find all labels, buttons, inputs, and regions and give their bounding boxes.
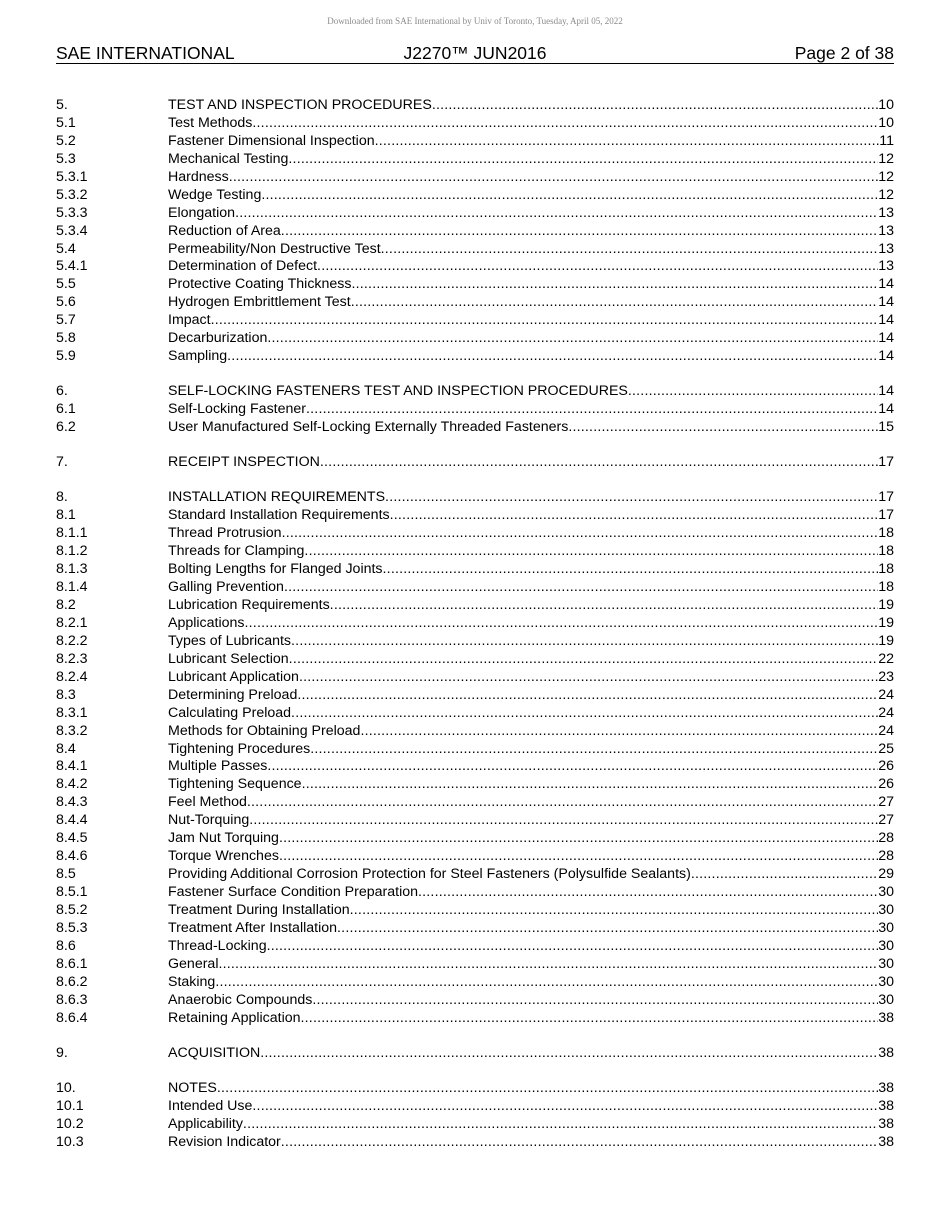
toc-entry[interactable] [56,258,894,276]
toc-dot-leader [418,884,878,902]
toc-dot-leader [330,597,879,615]
toc-dot-leader [243,1116,878,1134]
toc-entry-number: 8.6.4 [56,1009,88,1026]
toc-entry-page: 38 [878,1097,894,1114]
toc-entry[interactable] [56,561,894,579]
toc-entry-title: Threads for Clamping [168,543,305,560]
toc-entry[interactable] [56,866,894,884]
toc-entry-title: Providing Additional Corrosion Protection for Steel Fasteners (Polysulfide Sealants) [168,866,691,883]
toc-entry[interactable] [56,330,894,348]
toc-entry-page: 12 [878,168,894,185]
toc-dot-leader [267,330,878,348]
toc-entry[interactable] [56,1045,894,1063]
toc-entry-number: 5.2 [56,132,76,149]
toc-entry-number: 5.1 [56,114,76,131]
toc-entry[interactable] [56,223,894,241]
toc-entry-title: Hydrogen Embrittlement Test [168,294,351,311]
toc-entry-page: 24 [878,722,894,739]
toc-entry[interactable] [56,920,894,938]
toc-entry-number: 8.6 [56,937,76,954]
toc-dot-leader [291,705,878,723]
toc-entry-number: 8.4.6 [56,848,88,865]
toc-entry-page: 38 [878,1133,894,1150]
toc-entry-title: User Manufactured Self-Locking Externally Threaded Fasteners [168,419,569,436]
toc-entry[interactable] [56,974,894,992]
toc-dot-leader [383,561,879,579]
toc-entry-title: Fastener Dimensional Inspection [168,132,375,149]
toc-entry[interactable] [56,1080,894,1098]
toc-entry[interactable] [56,705,894,723]
toc-entry-number: 6.1 [56,401,76,418]
toc-entry-page: 30 [878,991,894,1008]
toc-entry[interactable] [56,1116,894,1134]
toc-dot-leader [291,633,878,651]
toc-entry-page: 19 [878,597,894,613]
toc-entry-title: Feel Method [168,794,247,811]
toc-entry[interactable] [56,241,894,259]
toc-entry-number: 8.2.1 [56,614,88,631]
toc-entry[interactable] [56,151,894,169]
toc-entry-title: General [168,955,219,972]
toc-dot-leader [337,920,878,938]
toc-entry-page: 30 [878,919,894,936]
toc-entry-page: 10 [878,114,894,131]
toc-dot-leader [211,312,879,330]
toc-dot-leader [375,133,880,151]
toc-entry-title: Mechanical Testing [168,150,289,167]
toc-entry-page: 28 [878,848,894,865]
toc-entry-number: 8.4.1 [56,758,88,775]
toc-entry-number: 8.4.5 [56,830,88,847]
toc-dot-leader [350,902,879,920]
toc-dot-leader [260,1045,878,1063]
toc-entry-title: Hardness [168,168,229,185]
toc-entry-title: Intended Use [168,1097,253,1114]
toc-entry-number: 8.1.2 [56,543,88,560]
toc-dot-leader [691,866,878,884]
toc-entry-number: 8.6.3 [56,991,88,1008]
toc-entry[interactable] [56,758,894,776]
toc-entry-title: Calculating Preload [168,704,292,721]
toc-entry-page: 13 [878,258,894,275]
download-watermark: Downloaded from SAE International by Univ of Toronto, Tuesday, April 05, 2022 [327,16,623,26]
toc-section-group [56,1045,894,1063]
toc-entry-page: 18 [878,525,894,542]
toc-section-group [56,97,894,366]
toc-section-group [56,454,894,472]
toc-entry-page: 30 [878,901,894,918]
toc-dot-leader [252,1098,878,1116]
toc-entry-page: 14 [878,383,894,400]
toc-entry-number: 7. [56,454,68,471]
toc-dot-leader [281,1134,878,1152]
toc-entry-number: 10.2 [56,1115,84,1132]
toc-entry[interactable] [56,992,894,1010]
toc-entry-page: 18 [878,579,894,596]
header-document-id: J2270™ JUN2016 [403,43,547,63]
toc-entry-page: 13 [878,240,894,257]
toc-dot-leader [229,169,878,187]
header-organization: SAE INTERNATIONAL [56,43,235,63]
toc-entry[interactable] [56,294,894,312]
toc-entry-title: Determination of Defect [168,258,318,275]
toc-entry-number: 5.9 [56,348,76,365]
toc-entry-title: Treatment After Installation [168,919,338,936]
toc-entry-page: 15 [878,419,894,436]
toc-entry-page: 29 [878,866,894,883]
toc-entry-number: 5.4.1 [56,258,88,275]
toc-dot-leader [252,115,878,133]
toc-entry[interactable] [56,133,894,151]
toc-entry-number: 5.3.2 [56,186,88,203]
toc-dot-leader [628,383,878,401]
toc-entry-page: 18 [878,543,894,560]
toc-entry[interactable] [56,169,894,187]
toc-entry-page: 17 [878,454,894,471]
toc-dot-leader [390,507,879,525]
toc-entry-page: 28 [878,830,894,847]
toc-entry-number: 6.2 [56,419,76,436]
toc-entry-page: 18 [878,561,894,578]
toc-entry-page: 22 [878,650,894,667]
toc-entry[interactable] [56,97,894,115]
toc-dot-leader [432,97,878,115]
toc-entry-page: 38 [878,1044,894,1061]
toc-entry-number: 5.3 [56,150,76,167]
toc-dot-leader [299,669,878,687]
toc-entry-title: NOTES [168,1079,217,1096]
toc-entry[interactable] [56,507,894,525]
toc-entry-page: 24 [878,686,894,703]
toc-entry-number: 8.6.1 [56,955,88,972]
toc-entry-title: Jam Nut Torquing [168,830,279,847]
toc-entry-number: 5.8 [56,330,76,347]
toc-entry-number: 8.1.1 [56,525,88,542]
toc-dot-leader [249,812,878,830]
toc-entry-number: 8.3.2 [56,722,88,739]
toc-entry[interactable] [56,525,894,543]
toc-entry-title: Protective Coating Thickness [168,276,352,293]
toc-entry-number: 8.5 [56,866,76,883]
toc-entry-title: Tightening Procedures [168,740,311,757]
toc-entry[interactable] [56,489,894,507]
toc-entry[interactable] [56,687,894,705]
toc-entry-title: Types of Lubricants [168,632,292,649]
toc-dot-leader [281,223,878,241]
toc-dot-leader [215,974,878,992]
toc-entry-page: 14 [878,312,894,329]
toc-dot-leader [218,956,878,974]
toc-entry-page: 38 [878,1079,894,1096]
toc-dot-leader [279,830,878,848]
toc-entry-title: Permeability/Non Destructive Test [168,240,381,257]
toc-entry-number: 8.3 [56,686,76,703]
toc-entry-title: Treatment During Installation [168,901,350,918]
toc-entry[interactable] [56,597,894,615]
toc-entry-page: 23 [878,668,894,685]
toc-dot-leader [279,848,878,866]
toc-dot-leader [245,615,879,633]
toc-entry-number: 5.6 [56,294,76,311]
toc-dot-leader [267,938,879,956]
toc-dot-leader [261,187,878,205]
toc-entry-number: 10. [56,1079,76,1096]
toc-entry[interactable] [56,812,894,830]
toc-entry-title: Reduction of Area [168,222,281,239]
toc-dot-leader [351,276,878,294]
toc-entry[interactable] [56,956,894,974]
toc-entry-page: 13 [878,204,894,221]
toc-entry-number: 8.6.2 [56,973,88,990]
toc-entry-number: 6. [56,383,68,400]
toc-entry[interactable] [56,276,894,294]
toc-entry[interactable] [56,419,894,437]
toc-entry-title: Determining Preload [168,686,298,703]
toc-entry[interactable] [56,633,894,651]
toc-dot-leader [320,454,878,472]
toc-dot-leader [360,723,878,741]
toc-entry[interactable] [56,115,894,133]
toc-entry-page: 14 [878,330,894,347]
toc-entry-title: Fastener Surface Condition Preparation [168,884,418,900]
toc-entry-number: 5.3.3 [56,204,88,221]
toc-entry-title: Bolting Lengths for Flanged Joints [168,561,383,578]
toc-entry-number: 8.2.4 [56,668,88,685]
toc-entry-title: Applicability [168,1115,243,1132]
toc-entry[interactable] [56,187,894,205]
toc-entry-page: 11 [879,132,894,149]
toc-entry-number: 8.5.2 [56,901,88,918]
toc-dot-leader [301,1010,879,1028]
toc-entry-page: 19 [878,632,894,649]
toc-dot-leader [312,992,878,1010]
toc-dot-leader [282,525,879,543]
toc-entry-title: Lubrication Requirements [168,597,330,613]
toc-dot-leader [306,401,878,419]
toc-entry-number: 8.1.4 [56,579,88,596]
toc-section-group [56,1080,894,1152]
toc-dot-leader [297,687,878,705]
toc-entry-number: 8.2.2 [56,632,88,649]
toc-entry-page: 14 [878,276,894,293]
toc-entry[interactable] [56,741,894,759]
toc-entry-page: 30 [878,884,894,900]
toc-entry-number: 8.4.4 [56,812,88,829]
toc-entry-page: 19 [878,614,894,631]
toc-entry-number: 8.1.3 [56,561,88,578]
toc-entry-number: 8.4.2 [56,776,88,793]
toc-dot-leader [317,258,878,276]
page-header [56,43,894,64]
toc-entry-title: Thread-Locking [168,937,267,954]
toc-entry-number: 9. [56,1044,68,1061]
toc-entry-page: 12 [878,186,894,203]
toc-entry-title: Self-Locking Fastener [168,401,307,418]
toc-entry[interactable] [56,902,894,920]
toc-entry-number: 10.1 [56,1097,84,1114]
toc-entry-title: Torque Wrenches [168,848,279,865]
toc-section-group [56,383,894,437]
toc-dot-leader [385,489,878,507]
toc-entry-page: 10 [878,97,894,113]
toc-section-group [56,489,894,1027]
toc-entry-number: 8.3.1 [56,704,88,721]
toc-entry-page: 26 [878,776,894,793]
toc-entry[interactable] [56,669,894,687]
toc-entry-title: Sampling [168,348,228,365]
toc-entry[interactable] [56,205,894,223]
toc-entry-title: Decarburization [168,330,268,347]
toc-entry-title: Thread Protrusion [168,525,282,542]
toc-entry-number: 8. [56,489,68,506]
toc-dot-leader [217,1080,878,1098]
toc-entry-number: 8.4.3 [56,794,88,811]
toc-entry[interactable] [56,651,894,669]
toc-entry[interactable] [56,312,894,330]
toc-entry-title: Tightening Sequence [168,776,302,793]
toc-entry[interactable] [56,884,894,902]
toc-entry-number: 8.1 [56,507,76,524]
toc-entry-title: Multiple Passes [168,758,268,775]
toc-entry-page: 13 [878,222,894,239]
toc-dot-leader [227,348,878,366]
toc-entry-page: 12 [878,150,894,167]
toc-entry-number: 8.2 [56,597,76,613]
toc-dot-leader [302,776,879,794]
toc-dot-leader [288,151,878,169]
toc-dot-leader [267,758,878,776]
toc-entry-number: 10.3 [56,1133,84,1150]
toc-entry-number: 5. [56,97,68,113]
toc-entry[interactable] [56,454,894,472]
toc-entry-number: 5.3.4 [56,222,88,239]
toc-entry-page: 27 [878,812,894,829]
toc-entry-page: 38 [878,1009,894,1026]
toc-entry-number: 8.4 [56,740,76,757]
toc-entry-title: Galling Prevention [168,579,284,596]
toc-entry-number: 8.5.3 [56,919,88,936]
toc-entry-title: TEST AND INSPECTION PROCEDURES [168,97,432,113]
toc-entry[interactable] [56,579,894,597]
toc-entry-page: 38 [878,1115,894,1132]
toc-entry-title: RECEIPT INSPECTION [168,454,320,471]
toc-entry[interactable] [56,1010,894,1028]
toc-entry-title: Methods for Obtaining Preload [168,722,361,739]
toc-dot-leader [284,579,878,597]
toc-entry-number: 5.5 [56,276,76,293]
toc-entry-title: Wedge Testing [168,186,262,203]
toc-entry-title: Staking [168,973,216,990]
toc-dot-leader [247,794,878,812]
toc-dot-leader [235,205,878,223]
header-page-number: Page 2 of 38 [794,43,894,63]
toc-dot-leader [351,294,879,312]
toc-entry-number: 5.7 [56,312,76,329]
toc-entry[interactable] [56,348,894,366]
toc-entry-title: Retaining Application [168,1009,301,1026]
toc-entry-title: Standard Installation Requirements [168,507,390,524]
toc-entry-page: 25 [878,740,894,757]
toc-entry[interactable] [56,794,894,812]
toc-entry-page: 30 [878,973,894,990]
toc-entry-title: Lubricant Selection [168,650,289,667]
toc-entry-title: Test Methods [168,114,253,131]
toc-entry[interactable] [56,543,894,561]
toc-entry-title: INSTALLATION REQUIREMENTS [168,489,386,506]
toc-entry-number: 5.3.1 [56,168,88,185]
toc-entry-title: Anaerobic Compounds [168,991,313,1008]
toc-dot-leader [568,419,878,437]
toc-entry-title: Elongation [168,204,236,221]
table-of-contents [56,97,894,1169]
toc-entry-title: Impact [168,312,211,329]
toc-entry-page: 30 [878,937,894,954]
toc-entry-title: SELF-LOCKING FASTENERS TEST AND INSPECTION PROCEDURES [168,383,628,400]
toc-entry[interactable] [56,848,894,866]
toc-entry-page: 30 [878,955,894,972]
toc-entry[interactable] [56,1098,894,1116]
toc-entry-number: 5.4 [56,240,76,257]
toc-entry-page: 24 [878,704,894,721]
toc-entry-page: 17 [878,489,894,506]
toc-entry-page: 14 [878,294,894,311]
toc-entry-page: 26 [878,758,894,775]
toc-entry-title: Revision Indicator [168,1133,281,1150]
toc-entry[interactable] [56,615,894,633]
toc-entry-number: 8.5.1 [56,884,88,900]
toc-entry-page: 14 [878,348,894,365]
toc-dot-leader [310,741,878,759]
toc-dot-leader [381,241,879,259]
toc-dot-leader [289,651,879,669]
toc-entry[interactable] [56,723,894,741]
toc-entry-title: Nut-Torquing [168,812,250,829]
toc-entry-page: 27 [878,794,894,811]
toc-entry[interactable] [56,776,894,794]
toc-entry-title: Lubricant Application [168,668,299,685]
toc-entry-number: 8.2.3 [56,650,88,667]
toc-entry[interactable] [56,938,894,956]
toc-entry[interactable] [56,401,894,419]
toc-entry[interactable] [56,1134,894,1152]
toc-entry-page: 17 [878,507,894,524]
toc-entry-page: 14 [878,401,894,418]
toc-entry-title: ACQUISITION [168,1044,261,1061]
toc-dot-leader [304,543,878,561]
toc-entry[interactable] [56,830,894,848]
toc-entry-title: Applications [168,614,245,631]
toc-entry[interactable] [56,383,894,401]
